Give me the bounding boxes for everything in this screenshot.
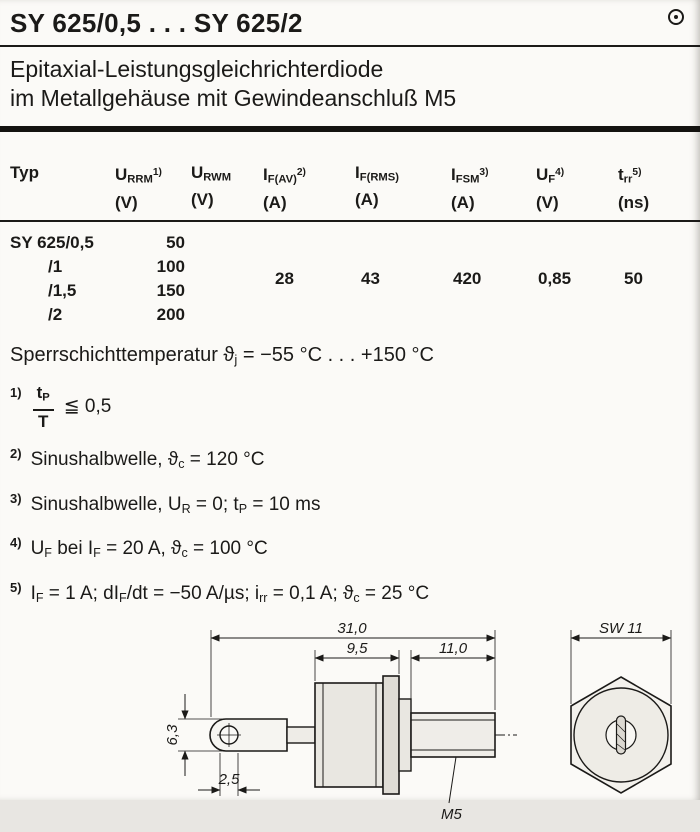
- trr-value: 50: [624, 268, 643, 288]
- junction-temperature-line: Sperrschichttemperatur $ϑ_j = -55$ °C . . . +150 °C: [10, 343, 434, 367]
- footnote-1: [10, 383, 690, 430]
- dim-total-length-label: 31,0: [337, 619, 367, 637]
- table-row: /1,5: [48, 280, 77, 300]
- header: [0, 0, 700, 39]
- dim-thread-length-label: 11,0: [438, 639, 468, 657]
- col-header-trr: $t_{rr}^{5)}$ (ns): [618, 165, 650, 212]
- footnote-marker: 1): [10, 385, 22, 401]
- urrm-value: 100: [156, 256, 185, 276]
- urrm-value: 150: [156, 280, 185, 300]
- thread-size-label: M5: [441, 805, 462, 823]
- col-header-ifsm: $I_{FSM}^{3)}$ (A): [451, 165, 489, 212]
- diode-side-view: [210, 676, 517, 803]
- footnote-marker: 5): [10, 580, 22, 596]
- footnote-marker: 3): [10, 490, 22, 506]
- table-row: SY 625/0,5: [10, 232, 94, 252]
- subtitle-line-2: im Metallgehäuse mit Gewindeanschluß M5: [10, 85, 457, 111]
- subtitle: [10, 55, 688, 113]
- ifrms-value: 43: [361, 268, 380, 288]
- urrm-column: [115, 231, 191, 327]
- col-header-uf: $U_F^{4)}$ (V): [536, 165, 565, 212]
- uf-value: 0,85: [538, 268, 572, 288]
- footnote-4: [10, 531, 690, 565]
- title-divider: [0, 45, 700, 47]
- duty-cycle-fraction: $\frac{t_P}{T}$: [33, 383, 54, 430]
- table-body: [0, 222, 700, 337]
- footnote-text: ≦ 0,5: [63, 396, 112, 418]
- urrm-value: 50: [166, 232, 185, 252]
- package-drawing: [0, 620, 700, 832]
- dim-body-length-label: 9,5: [346, 639, 368, 657]
- subtitle-line-1: Epitaxial-Leistungsgleichrichterdiode: [10, 56, 384, 82]
- table-row: /1: [48, 256, 63, 276]
- hex-head-view: [571, 630, 671, 793]
- urwm-column: [191, 231, 263, 327]
- footnote-3: [10, 487, 690, 521]
- footnote-text: $I_F = 1$ A; $dI_F/dt = -50$ A/µs; $i_{rr} = 0,1$ A; $ϑ_c = 25$ °C: [30, 583, 430, 605]
- max-ratings-table: [0, 163, 700, 337]
- ifav-value: 28: [275, 268, 294, 288]
- col-header-urrm: $U_{RRM}^{1)}$ (V): [115, 165, 162, 212]
- dim-hole-label: 2,5: [218, 770, 240, 788]
- footnote-marker: 2): [10, 445, 22, 461]
- wrench-size-label: SW 11: [599, 619, 643, 637]
- footnote-marker: 4): [10, 535, 22, 551]
- footnote-text: Sinushalbwelle, $U_R = 0$; $t_P = 10$ ms: [30, 493, 321, 516]
- table-header-row: [0, 163, 700, 213]
- col-header-ifrms: $I_{F(RMS)}$ (A): [355, 163, 399, 210]
- table-row: /2: [48, 304, 63, 324]
- circle-dot-logo-icon: [668, 9, 684, 25]
- col-header-ifav: $I_{F(AV)}^{2)}$ (A): [263, 165, 306, 212]
- typ-column: [10, 231, 115, 327]
- footnote-text: Sinushalbwelle, $ϑ_c = 120$ °C: [30, 448, 265, 471]
- col-header-typ: Typ: [10, 163, 39, 182]
- footnote-2: [10, 442, 690, 476]
- page-title: SY 625/0,5 . . . SY 625/2: [10, 8, 303, 38]
- urrm-value: 200: [156, 304, 185, 324]
- footnote-5: [10, 576, 690, 610]
- ifsm-value: 420: [453, 268, 482, 288]
- dim-tab-height-label: 6,3: [164, 724, 181, 746]
- thick-divider: [0, 126, 700, 132]
- footnote-text: $U_F$ bei $I_F = 20$ A, $ϑ_c = 100$ °C: [30, 538, 268, 561]
- col-header-urwm: $U_{RWM}$ (V): [191, 163, 232, 210]
